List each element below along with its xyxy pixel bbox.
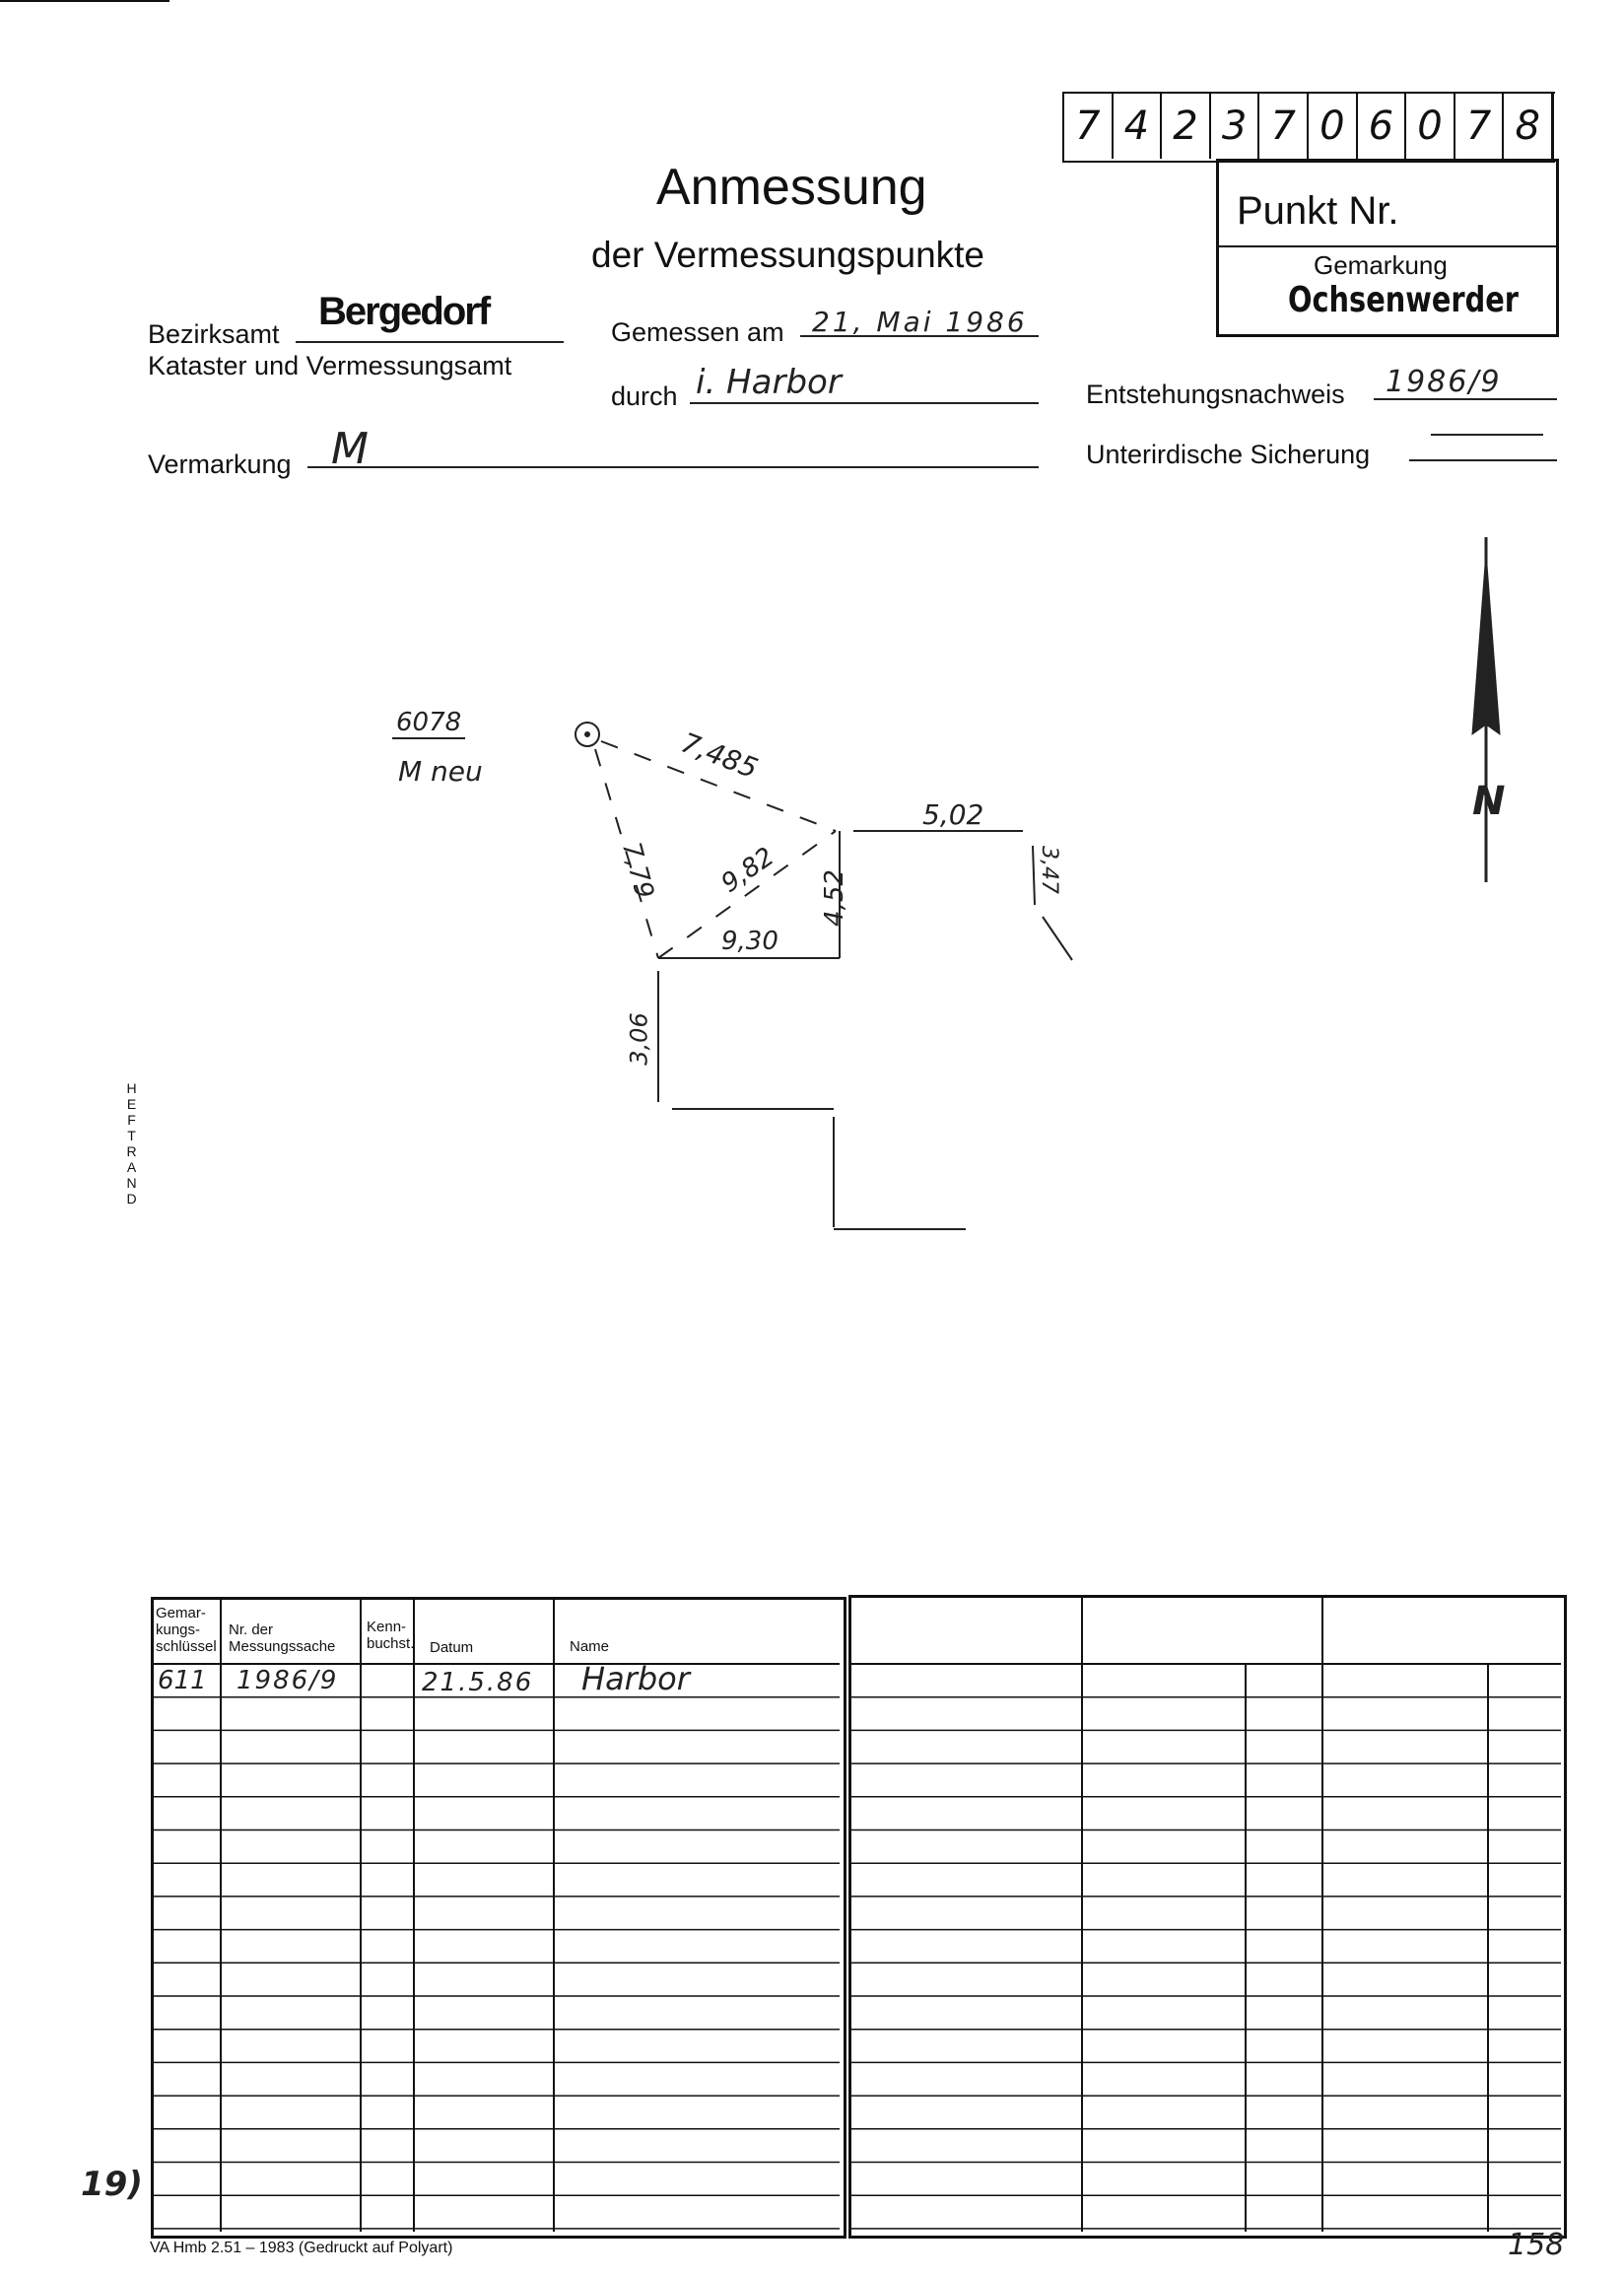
- cell-gemarkung: 611: [158, 1666, 207, 1695]
- cell-datum: 21.5.86: [422, 1668, 534, 1697]
- gemessen-label: Gemessen am: [611, 317, 784, 347]
- punkt-digit: 3: [1211, 94, 1260, 159]
- entstehung-value: 1986/9: [1386, 365, 1502, 399]
- unterirdisch-label: Unterirdische Sicherung: [1086, 440, 1371, 469]
- header-nr: Nr. der Messungssache: [229, 1622, 336, 1655]
- vermarkung-value: M: [331, 424, 369, 474]
- north-label: N: [1472, 779, 1506, 824]
- distance-label-6: 5,02: [922, 798, 984, 831]
- distance-label-4: 4,52: [819, 869, 849, 927]
- kataster-label: Kataster und Vermessungsamt: [148, 351, 512, 380]
- heftrand-letter: E: [126, 1096, 138, 1112]
- heftrand-letter: N: [126, 1175, 138, 1191]
- page-number: 158: [1508, 2228, 1565, 2262]
- punkt-label: Punkt Nr.: [1237, 189, 1399, 233]
- durch-label: durch: [611, 381, 678, 411]
- footer-form-id: VA Hmb 2.51 – 1983 (Gedruckt auf Polyart): [150, 2240, 453, 2256]
- punkt-digit: 7: [1064, 94, 1114, 159]
- gemarkung-value: Ochsenwerder: [1288, 280, 1519, 320]
- header-kenn: Kenn-buchst.: [367, 1619, 415, 1652]
- punkt-digit: 0: [1309, 94, 1358, 159]
- punkt-digit: 4: [1114, 94, 1163, 159]
- durch-value: i. Harbor: [696, 363, 842, 402]
- heftrand-letter: R: [126, 1143, 138, 1159]
- gemessen-value: 21, Mai 1986: [812, 306, 1028, 338]
- header-name: Name: [570, 1638, 610, 1655]
- cell-name: Harbor: [581, 1660, 690, 1697]
- punkt-digit: 2: [1162, 94, 1211, 159]
- heftrand-letter: D: [126, 1191, 138, 1207]
- heftrand-letter: H: [126, 1080, 138, 1096]
- margin-note: 19): [81, 2165, 143, 2204]
- distance-label-7: 3,47: [1036, 846, 1061, 894]
- distance-label-5: 9,30: [721, 927, 778, 956]
- distance-label-8: 3,06: [625, 1012, 653, 1066]
- distance-label-1: 7,485: [676, 725, 763, 786]
- point-label-top: 6078: [392, 708, 465, 739]
- vermarkung-label: Vermarkung: [148, 449, 292, 479]
- point-label-bottom: M neu: [398, 755, 483, 788]
- heftrand-letter: A: [126, 1159, 138, 1175]
- bezirksamt-label: Bezirksamt: [148, 319, 280, 349]
- cell-nr: 1986/9: [237, 1666, 339, 1695]
- punkt-digit: 7: [1259, 94, 1309, 159]
- bezirksamt-value: Bergedorf: [318, 290, 490, 333]
- punkt-digit: 0: [1406, 94, 1455, 159]
- punkt-digit: 8: [1504, 94, 1554, 159]
- page-subtitle: der Vermessungspunkte: [591, 235, 985, 275]
- punkt-digit: 6: [1358, 94, 1407, 159]
- gemarkung-label: Gemarkung: [1314, 250, 1448, 280]
- distance-label-2: 7,79: [615, 839, 659, 902]
- header-gemarkung: Gemar-kungs-schlüssel: [156, 1605, 217, 1655]
- heftrand-letter: T: [127, 1128, 137, 1143]
- heftrand-letter: F: [127, 1112, 137, 1128]
- punkt-digit: 7: [1455, 94, 1505, 159]
- page-title: Anmessung: [656, 159, 927, 216]
- distance-label-3: 9,82: [715, 842, 780, 899]
- entstehung-label: Entstehungsnachweis: [1086, 380, 1345, 409]
- header-datum: Datum: [430, 1639, 474, 1656]
